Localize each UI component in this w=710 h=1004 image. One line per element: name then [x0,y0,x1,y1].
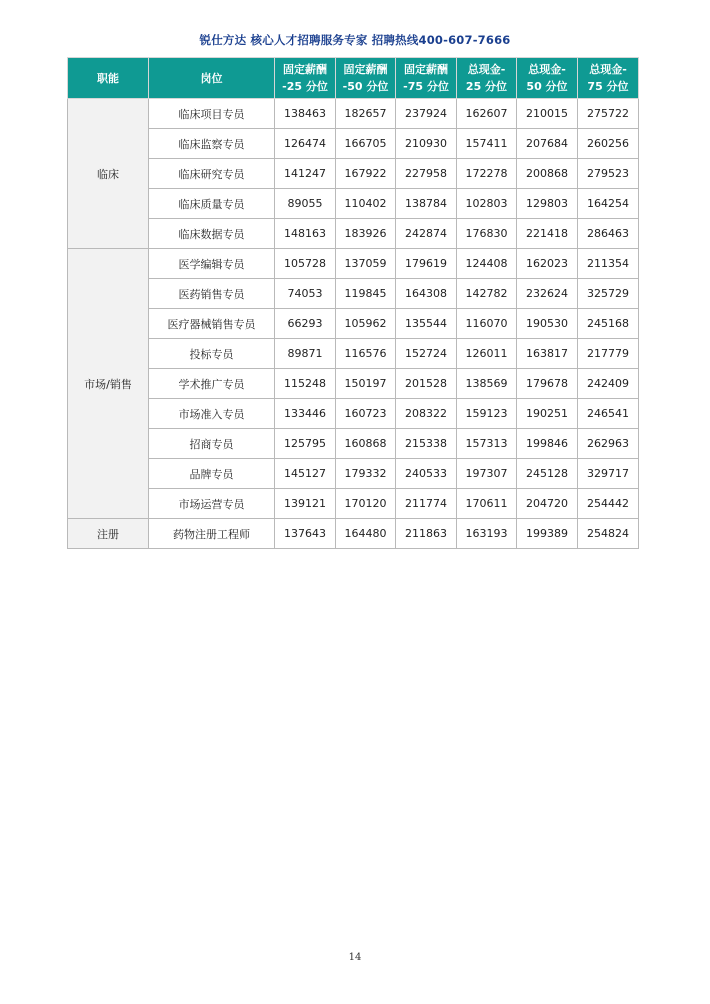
salary-value-cell: 200868 [517,159,578,189]
header-position: 岗位 [149,58,275,99]
table-row [68,369,639,399]
salary-value-cell: 179619 [396,249,457,279]
table-row [68,279,639,309]
salary-value-cell: 110402 [336,189,396,219]
salary-value-cell: 119845 [336,279,396,309]
function-cell: 市场/销售 [68,249,149,519]
salary-value-cell: 163817 [517,339,578,369]
salary-value-cell: 105962 [336,309,396,339]
salary-value-cell: 176830 [457,219,517,249]
salary-value-cell: 164480 [336,519,396,549]
table-row [68,309,639,339]
salary-value-cell: 245128 [517,459,578,489]
position-cell: 学术推广专员 [149,369,275,399]
salary-value-cell: 129803 [517,189,578,219]
position-cell: 临床研究专员 [149,159,275,189]
salary-value-cell: 329717 [578,459,639,489]
salary-value-cell: 148163 [275,219,336,249]
salary-value-cell: 245168 [578,309,639,339]
table-row [68,189,639,219]
salary-value-cell: 139121 [275,489,336,519]
salary-value-cell: 210015 [517,99,578,129]
salary-value-cell: 166705 [336,129,396,159]
table-row [68,429,639,459]
header-cash-p50: 总现金- 50 分位 [517,58,578,99]
salary-value-cell: 227958 [396,159,457,189]
salary-value-cell: 89871 [275,339,336,369]
salary-value-cell: 197307 [457,459,517,489]
table-row [68,219,639,249]
salary-value-cell: 211774 [396,489,457,519]
salary-table [67,57,639,549]
salary-value-cell: 102803 [457,189,517,219]
salary-value-cell: 159123 [457,399,517,429]
salary-value-cell: 135544 [396,309,457,339]
position-cell: 市场运营专员 [149,489,275,519]
salary-value-cell: 217779 [578,339,639,369]
table-row [68,249,639,279]
salary-value-cell: 162023 [517,249,578,279]
salary-value-cell: 172278 [457,159,517,189]
salary-value-cell: 242874 [396,219,457,249]
table-row [68,159,639,189]
salary-value-cell: 240533 [396,459,457,489]
position-cell: 临床监察专员 [149,129,275,159]
table-row [68,99,639,129]
salary-value-cell: 116070 [457,309,517,339]
header-fixed-p25: 固定薪酬 -25 分位 [275,58,336,99]
salary-value-cell: 179332 [336,459,396,489]
salary-value-cell: 115248 [275,369,336,399]
salary-value-cell: 246541 [578,399,639,429]
salary-value-cell: 164254 [578,189,639,219]
salary-value-cell: 167922 [336,159,396,189]
position-cell: 招商专员 [149,429,275,459]
salary-value-cell: 210930 [396,129,457,159]
salary-value-cell: 138463 [275,99,336,129]
table-row [68,129,639,159]
salary-value-cell: 157411 [457,129,517,159]
salary-value-cell: 170120 [336,489,396,519]
salary-value-cell: 260256 [578,129,639,159]
salary-value-cell: 211863 [396,519,457,549]
salary-value-cell: 152724 [396,339,457,369]
salary-value-cell: 207684 [517,129,578,159]
position-cell: 投标专员 [149,339,275,369]
salary-value-cell: 141247 [275,159,336,189]
position-cell: 医学编辑专员 [149,249,275,279]
header-cash-p75: 总现金- 75 分位 [578,58,639,99]
salary-value-cell: 157313 [457,429,517,459]
salary-value-cell: 204720 [517,489,578,519]
salary-value-cell: 183926 [336,219,396,249]
table-header-row [68,58,639,99]
table-row [68,489,639,519]
header-fixed-p75: 固定薪酬 -75 分位 [396,58,457,99]
salary-value-cell: 89055 [275,189,336,219]
salary-value-cell: 199389 [517,519,578,549]
salary-value-cell: 254824 [578,519,639,549]
salary-value-cell: 133446 [275,399,336,429]
table-row [68,519,639,549]
position-cell: 市场准入专员 [149,399,275,429]
header-cash-p25: 总现金- 25 分位 [457,58,517,99]
salary-value-cell: 160723 [336,399,396,429]
salary-value-cell: 125795 [275,429,336,459]
salary-value-cell: 126011 [457,339,517,369]
salary-value-cell: 179678 [517,369,578,399]
salary-value-cell: 232624 [517,279,578,309]
salary-value-cell: 162607 [457,99,517,129]
salary-value-cell: 126474 [275,129,336,159]
function-cell: 注册 [68,519,149,549]
salary-value-cell: 254442 [578,489,639,519]
table-body [68,99,639,549]
salary-value-cell: 160868 [336,429,396,459]
salary-value-cell: 138784 [396,189,457,219]
salary-value-cell: 182657 [336,99,396,129]
salary-value-cell: 66293 [275,309,336,339]
table-row [68,399,639,429]
position-cell: 品牌专员 [149,459,275,489]
position-cell: 医药销售专员 [149,279,275,309]
position-cell: 临床数据专员 [149,219,275,249]
table-row [68,339,639,369]
salary-value-cell: 105728 [275,249,336,279]
salary-value-cell: 208322 [396,399,457,429]
salary-value-cell: 124408 [457,249,517,279]
salary-value-cell: 137643 [275,519,336,549]
salary-value-cell: 137059 [336,249,396,279]
salary-value-cell: 163193 [457,519,517,549]
salary-value-cell: 221418 [517,219,578,249]
salary-value-cell: 190530 [517,309,578,339]
salary-value-cell: 170611 [457,489,517,519]
salary-value-cell: 116576 [336,339,396,369]
header-fixed-p50: 固定薪酬 -50 分位 [336,58,396,99]
salary-value-cell: 145127 [275,459,336,489]
salary-value-cell: 201528 [396,369,457,399]
salary-value-cell: 164308 [396,279,457,309]
table-row [68,459,639,489]
salary-value-cell: 138569 [457,369,517,399]
function-cell: 临床 [68,99,149,249]
salary-value-cell: 199846 [517,429,578,459]
salary-value-cell: 237924 [396,99,457,129]
position-cell: 医疗器械销售专员 [149,309,275,339]
salary-value-cell: 150197 [336,369,396,399]
salary-value-cell: 242409 [578,369,639,399]
position-cell: 临床质量专员 [149,189,275,219]
page-number: 14 [348,952,362,963]
salary-value-cell: 74053 [275,279,336,309]
position-cell: 药物注册工程师 [149,519,275,549]
position-cell: 临床项目专员 [149,99,275,129]
salary-value-cell: 286463 [578,219,639,249]
salary-value-cell: 325729 [578,279,639,309]
salary-value-cell: 211354 [578,249,639,279]
salary-value-cell: 279523 [578,159,639,189]
header-function: 职能 [68,58,149,99]
salary-value-cell: 190251 [517,399,578,429]
page-header: 锐仕方达 核心人才招聘服务专家 招聘热线400-607-7666 [199,33,511,47]
salary-value-cell: 262963 [578,429,639,459]
salary-value-cell: 275722 [578,99,639,129]
salary-value-cell: 142782 [457,279,517,309]
salary-value-cell: 215338 [396,429,457,459]
